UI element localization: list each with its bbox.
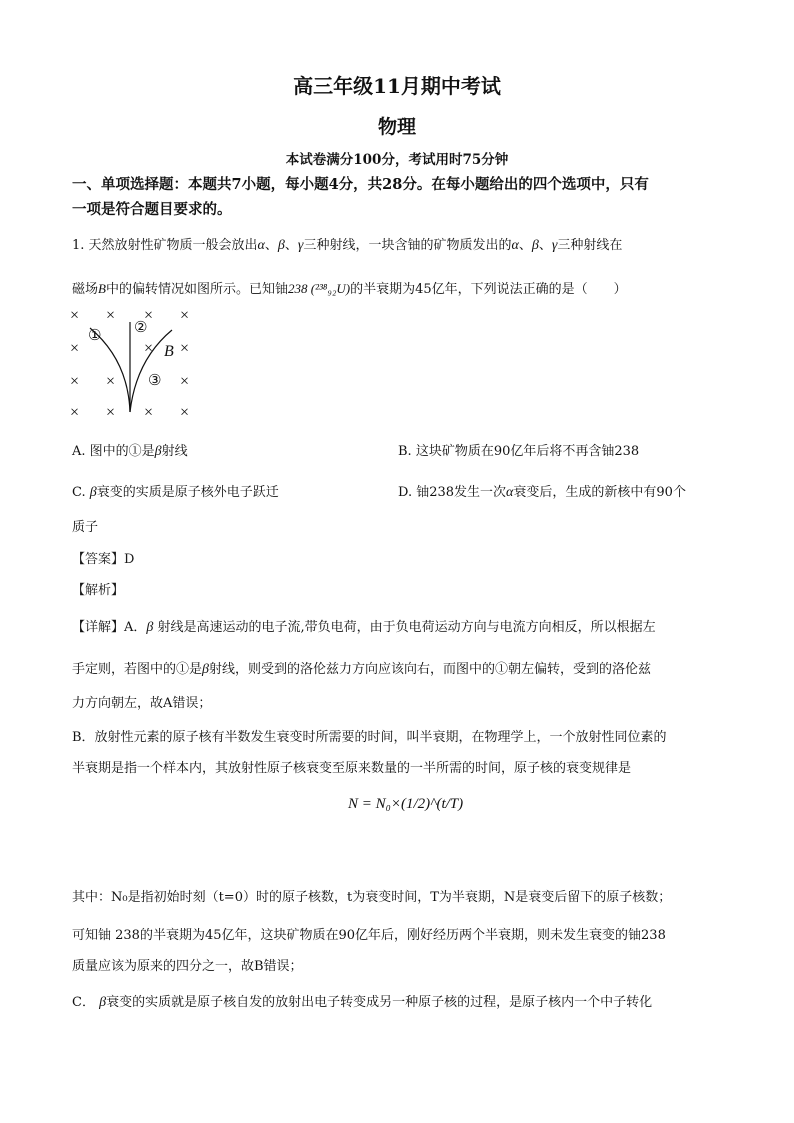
subject-title: 物理: [377, 116, 416, 138]
analysis-tag: 【解析】: [72, 583, 125, 598]
section-heading-line1: 一、单项选择题：本题共7小题，每小题4分，共28分。在每小题给出的四个选项中，只有: [72, 176, 649, 193]
cross-mark: ×: [106, 404, 116, 421]
option-c: C. β衰变的实质是原子核外电子跃迁: [72, 485, 279, 500]
detail-line2: 手定则，若图中的①是β射线，则受到的洛伦兹力方向应该向右，而图中的①朝左偏转，受到的洛伦兹: [72, 662, 652, 677]
isotope-symbol: 238 (²³⁸₉₂U): [287, 281, 351, 296]
cross-mark: ×: [70, 340, 80, 357]
field-B-symbol: B: [98, 281, 106, 296]
cross-mark: ×: [70, 307, 80, 324]
alpha-symbol: α: [257, 238, 265, 253]
ray-label-2: ②: [134, 318, 148, 336]
beta-symbol: β: [277, 238, 285, 253]
magnetic-field-figure: [62, 300, 212, 425]
detail-line6: 其中：N₀是指初始时刻（t=0）时的原子核数，t为衰变时间，T为半衰期，N是衰变后留下的原子核数；: [72, 890, 672, 905]
cross-mark: ×: [180, 404, 190, 421]
option-d: D. 铀238发生一次α衰变后，生成的新核中有90个: [398, 485, 686, 500]
exam-info: 本试卷满分100分，考试用时75分钟: [285, 152, 509, 168]
gamma-symbol: γ: [297, 238, 304, 253]
detail-line8: 质量应该为原来的四分之一，故B错误；: [72, 959, 303, 974]
question-stem-line2: 磁场B中的偏转情况如图所示。已知铀238 (²³⁸₉₂U)的半衰期为45亿年，下列说法正确的是（ ）: [72, 281, 627, 297]
cross-mark: ×: [144, 340, 154, 357]
ray-label-1: ①: [88, 326, 102, 344]
section-heading-line2: 一项是符合题目要求的。: [72, 201, 232, 218]
cross-mark: ×: [180, 373, 190, 390]
answer-tag: 【答案】D: [72, 552, 135, 567]
option-a: A. 图中的①是β射线: [72, 444, 188, 459]
detail-line3: 力方向朝左，故A错误；: [72, 696, 212, 711]
ray-label-3: ③: [148, 371, 162, 389]
page-title: 高三年级11月期中考试: [293, 74, 501, 98]
cross-mark: ×: [106, 373, 116, 390]
cross-mark: ×: [106, 307, 116, 324]
detail-line7: 可知铀 238的半衰期为45亿年，这块矿物质在90亿年后，刚好经历两个半衰期，则未发生衰变的铀238: [72, 928, 666, 943]
detail-line4: B．放射性元素的原子核有半数发生衰变时所需要的时间，叫半衰期，在物理学上，一个放射性同位素的: [72, 730, 667, 745]
detail-line9: C． β衰变的实质就是原子核自发的放射出电子转变成另一种原子核的过程，是原子核内一个中子转化: [72, 995, 653, 1010]
cross-mark: ×: [144, 307, 154, 324]
cross-mark: ×: [180, 340, 190, 357]
detail-line1: 【详解】A．β 射线是高速运动的电子流,带负电荷，由于负电荷运动方向与电流方向相反，所以根据左: [72, 620, 656, 635]
field-B-label: B: [164, 343, 174, 360]
option-d-continued: 质子: [72, 520, 99, 535]
decay-formula: N = N₀×(1/2)^(t/T): [348, 796, 464, 812]
cross-mark: ×: [180, 307, 190, 324]
detail-line5: 半衰期是指一个样本内，其放射性原子核衰变至原来数量的一半所需的时间，原子核的衰变规律是: [72, 761, 632, 776]
cross-mark: ×: [70, 404, 80, 421]
cross-mark: ×: [144, 404, 154, 421]
option-b: B. 这块矿物质在90亿年后将不再含铀238: [398, 444, 640, 459]
cross-mark: ×: [70, 373, 80, 390]
question-stem-line1: 1. 天然放射性矿物质一般会放出α、β、γ三种射线，一块含铀的矿物质发出的α、β、γ三种射线在: [72, 238, 623, 253]
